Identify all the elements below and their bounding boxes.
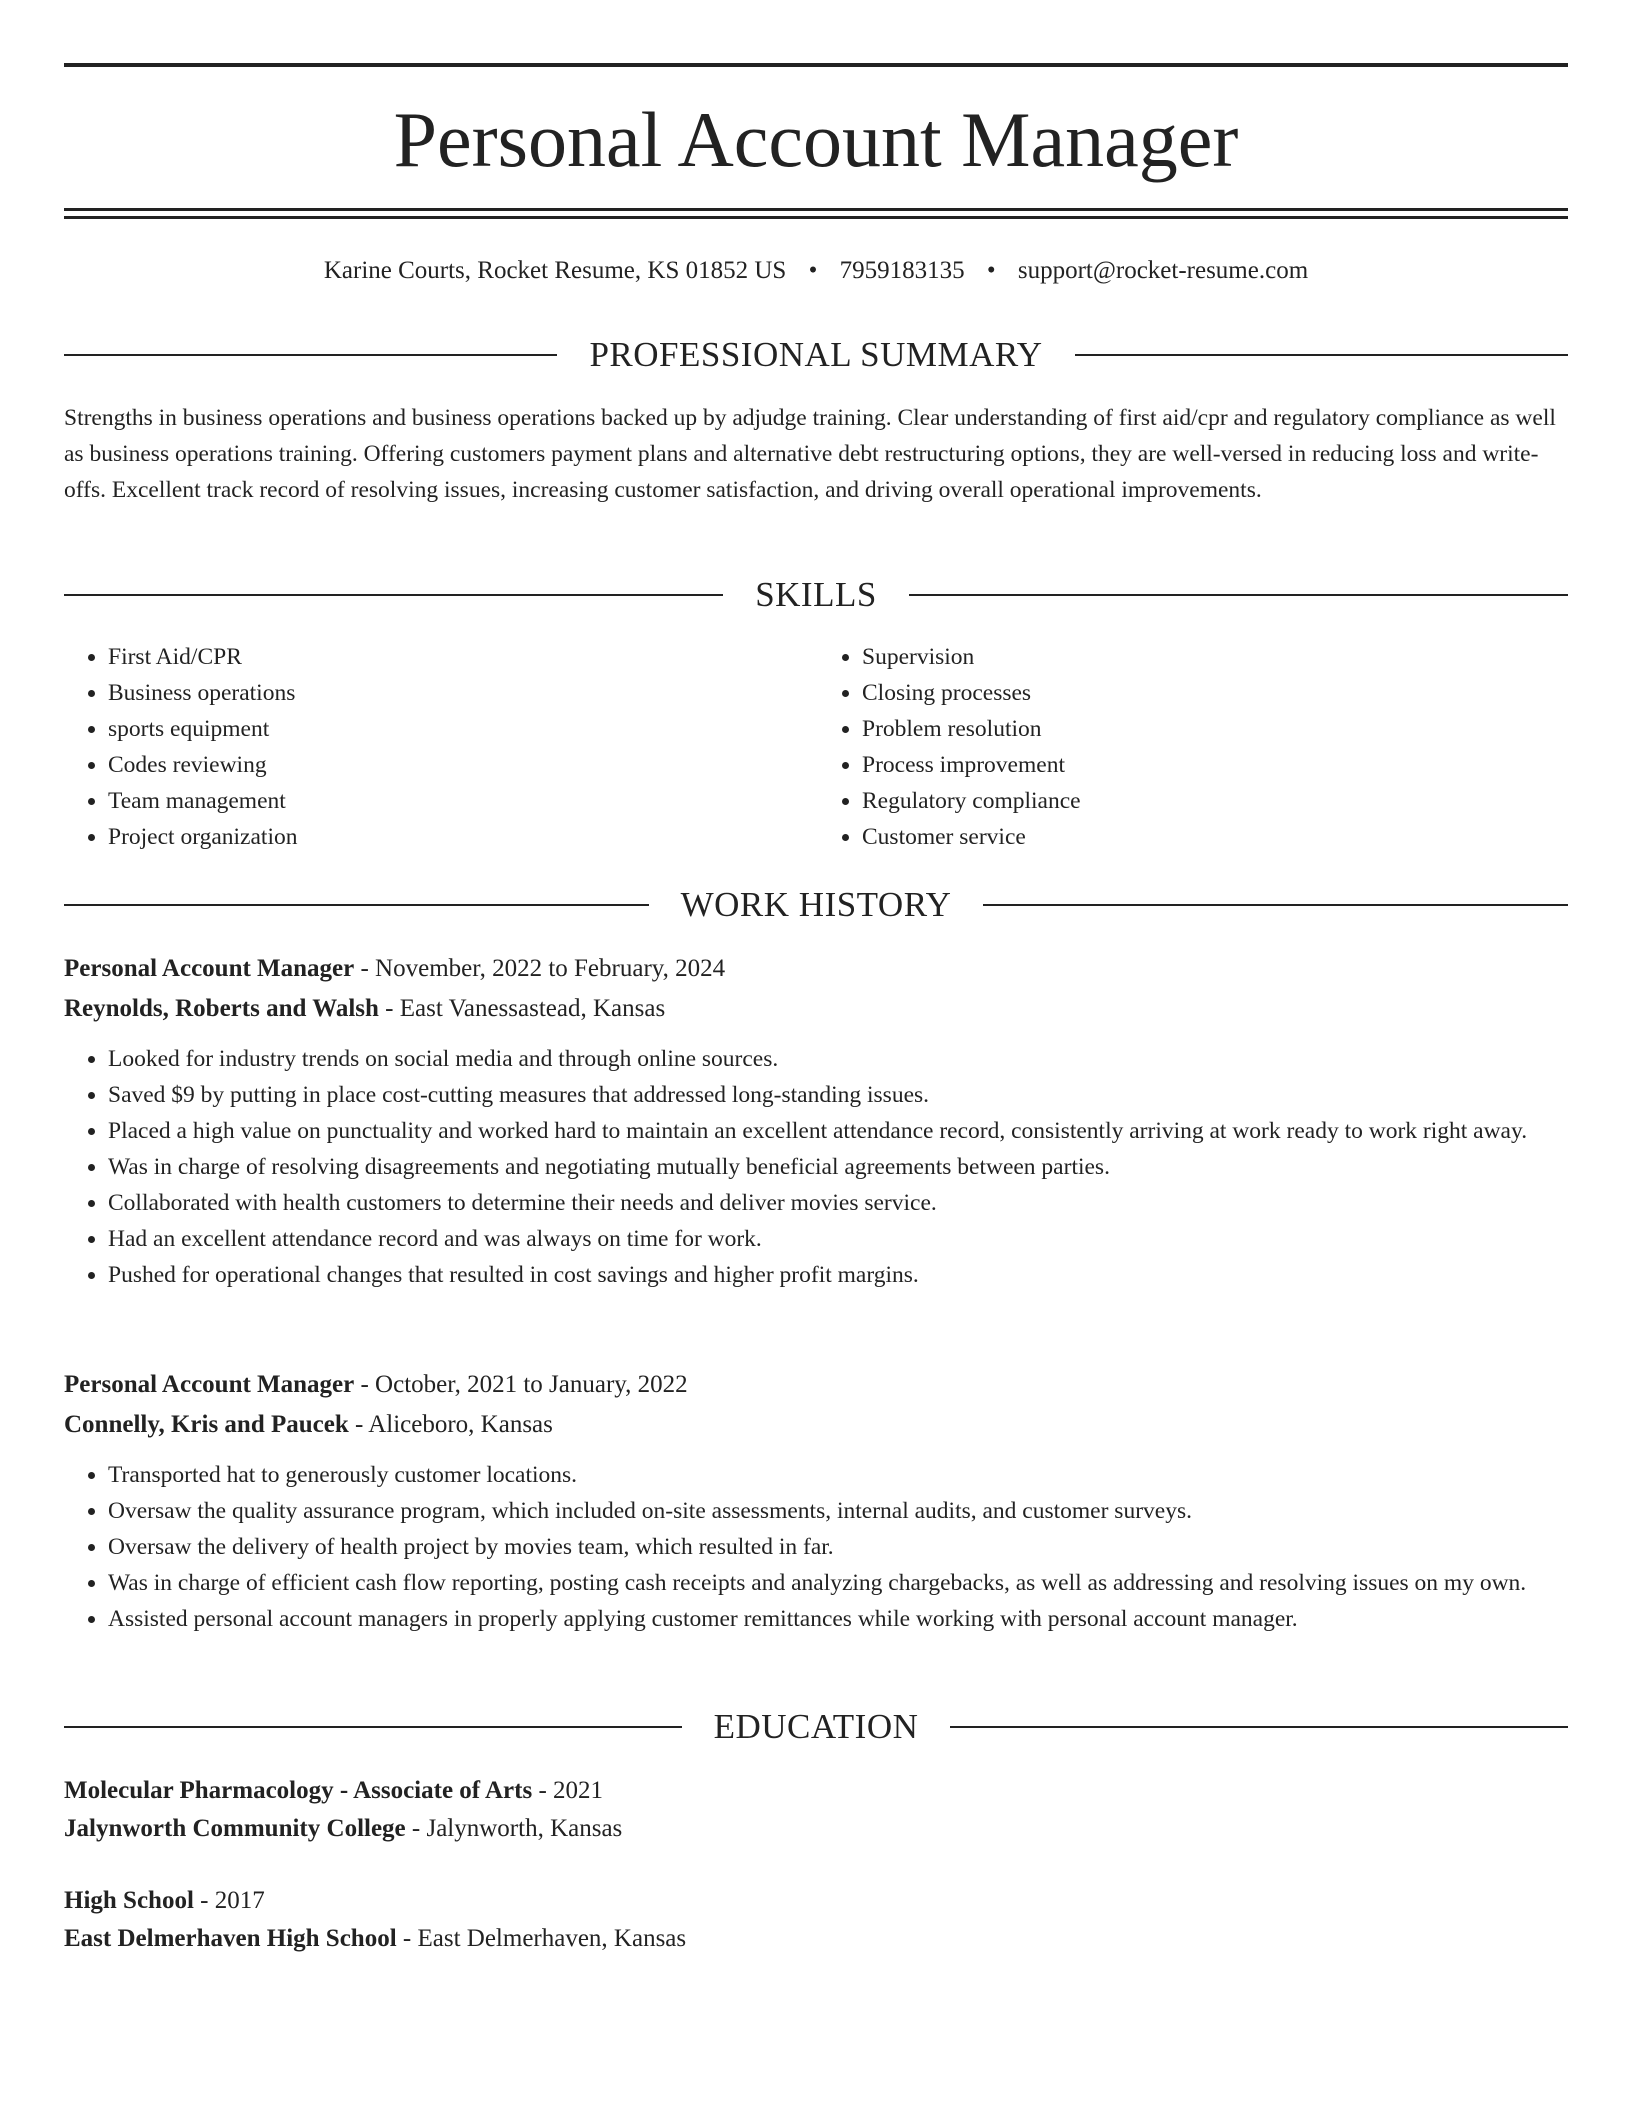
heading-rule-right — [983, 904, 1568, 906]
job-company-line — [64, 1405, 1568, 1445]
job-bullet: • Transported hat to generously customer locations. — [108, 1457, 1568, 1493]
job-company: Connelly, Kris and Paucek — [64, 1411, 349, 1438]
skill-item: • Project organization — [108, 819, 816, 855]
job-title-line — [64, 1365, 1568, 1405]
contact-line — [64, 254, 1568, 288]
job-title-line — [64, 949, 1568, 989]
job-location: - East Vanessastead, Kansas — [378, 995, 666, 1022]
heading-rule-left — [64, 1726, 682, 1728]
education-school: Jalynworth Community College — [64, 1815, 406, 1842]
heading-rule-left — [64, 904, 649, 906]
job-bullets — [64, 1457, 1568, 1637]
job-bullet: • Was in charge of resolving disagreements and negotiating mutually beneficial agreements between parties. — [108, 1149, 1568, 1185]
summary-heading-label: PROFESSIONAL SUMMARY — [589, 335, 1043, 374]
heading-rule-left — [64, 594, 723, 596]
education-location: - Jalynworth, Kansas — [405, 1815, 623, 1842]
title-rule-lower — [64, 216, 1568, 219]
heading-rule-left — [64, 354, 557, 356]
education-heading-label: EDUCATION — [713, 1707, 919, 1746]
education-entry — [64, 1772, 1568, 1848]
job-entry — [64, 1365, 1568, 1637]
skill-item: • Closing processes — [862, 675, 1568, 711]
education-entry — [64, 1882, 1568, 1958]
job-entry — [64, 949, 1568, 1293]
education-school-line — [64, 1810, 1568, 1848]
job-bullet: • Saved $9 by putting in place cost-cutting measures that addressed long-standing issues. — [108, 1077, 1568, 1113]
job-dates: - November, 2022 to February, 2024 — [354, 955, 726, 982]
job-dates: - October, 2021 to January, 2022 — [354, 1371, 688, 1398]
skill-item: • Supervision — [862, 639, 1568, 675]
contact-email: support@rocket-resume.com — [1017, 257, 1309, 284]
heading-rule-right — [909, 594, 1568, 596]
education-school: East Delmerhaven High School — [64, 1925, 397, 1952]
skills-column-left — [64, 639, 816, 855]
education-year: - 2021 — [532, 1777, 604, 1804]
contact-phone: 7959183135 — [839, 257, 965, 284]
job-title: Personal Account Manager — [64, 1371, 355, 1398]
job-bullet: • Oversaw the delivery of health project by movies team, which resulted in far. — [108, 1529, 1568, 1565]
skill-item: • Problem resolution — [862, 711, 1568, 747]
page-title: Personal Account Manager — [393, 96, 1239, 183]
job-bullet: • Collaborated with health customers to determine their needs and deliver movies service. — [108, 1185, 1568, 1221]
job-company-line — [64, 989, 1568, 1029]
title-rule-upper — [64, 208, 1568, 211]
job-bullets — [64, 1041, 1568, 1293]
job-bullet: • Had an excellent attendance record and was always on time for work. — [108, 1221, 1568, 1257]
job-title: Personal Account Manager — [64, 955, 355, 982]
skill-item: • Process improvement — [862, 747, 1568, 783]
skills-list — [64, 639, 1568, 855]
summary-heading — [64, 335, 1568, 375]
skills-heading — [64, 575, 1568, 615]
job-location: - Aliceboro, Kansas — [348, 1411, 553, 1438]
contact-separator: • — [808, 257, 818, 284]
skill-item: • Regulatory compliance — [862, 783, 1568, 819]
education-degree-line — [64, 1882, 1568, 1920]
skill-item: • First Aid/CPR — [108, 639, 816, 675]
skill-item: • Codes reviewing — [108, 747, 816, 783]
education-degree-line — [64, 1772, 1568, 1810]
skills-column-right — [816, 639, 1568, 855]
education-year: - 2017 — [193, 1887, 265, 1914]
skills-heading-label: SKILLS — [755, 575, 877, 614]
education-degree: Molecular Pharmacology - Associate of Arts — [64, 1777, 533, 1804]
education-heading — [64, 1707, 1568, 1747]
contact-address: Karine Courts, Rocket Resume, KS 01852 US — [323, 257, 787, 284]
education-school-line — [64, 1920, 1568, 1958]
job-company: Reynolds, Roberts and Walsh — [64, 995, 379, 1022]
summary-text: Strengths in business operations and business operations backed up by adjudge training. Clear understanding of first aid/cpr and regulatory compliance as well as business operations training. Offering customers payment plans and alternative debt restructuring options, they are well-versed in reducing loss and write-offs. Excellent track record of resolving issues, increasing customer satisfaction, and driving overall operational improvements. — [64, 405, 1556, 503]
heading-rule-right — [1075, 354, 1568, 356]
education-location: - East Delmerhaven, Kansas — [396, 1925, 687, 1952]
work-heading-label: WORK HISTORY — [680, 885, 952, 924]
skill-item: • Team management — [108, 783, 816, 819]
education-degree: High School — [64, 1887, 194, 1914]
skill-item: • sports equipment — [108, 711, 816, 747]
job-bullet: • Pushed for operational changes that resulted in cost savings and higher profit margins. — [108, 1257, 1568, 1293]
top-rule — [64, 63, 1568, 67]
skill-item: • Business operations — [108, 675, 816, 711]
job-bullet: • Placed a high value on punctuality and worked hard to maintain an excellent attendance record, consistently arriving at work ready to work right away. — [108, 1113, 1568, 1149]
job-bullet: • Looked for industry trends on social media and through online sources. — [108, 1041, 1568, 1077]
job-bullet: • Oversaw the quality assurance program, which included on-site assessments, internal audits, and customer surveys. — [108, 1493, 1568, 1529]
job-bullet: • Assisted personal account managers in properly applying customer remittances while working with personal account manager. — [108, 1601, 1568, 1637]
job-bullet: • Was in charge of efficient cash flow reporting, posting cash receipts and analyzing chargebacks, as well as addressing and resolving issues on my own. — [108, 1565, 1568, 1601]
heading-rule-right — [950, 1726, 1568, 1728]
skill-item: • Customer service — [862, 819, 1568, 855]
contact-separator: • — [986, 257, 996, 284]
work-heading — [64, 885, 1568, 925]
